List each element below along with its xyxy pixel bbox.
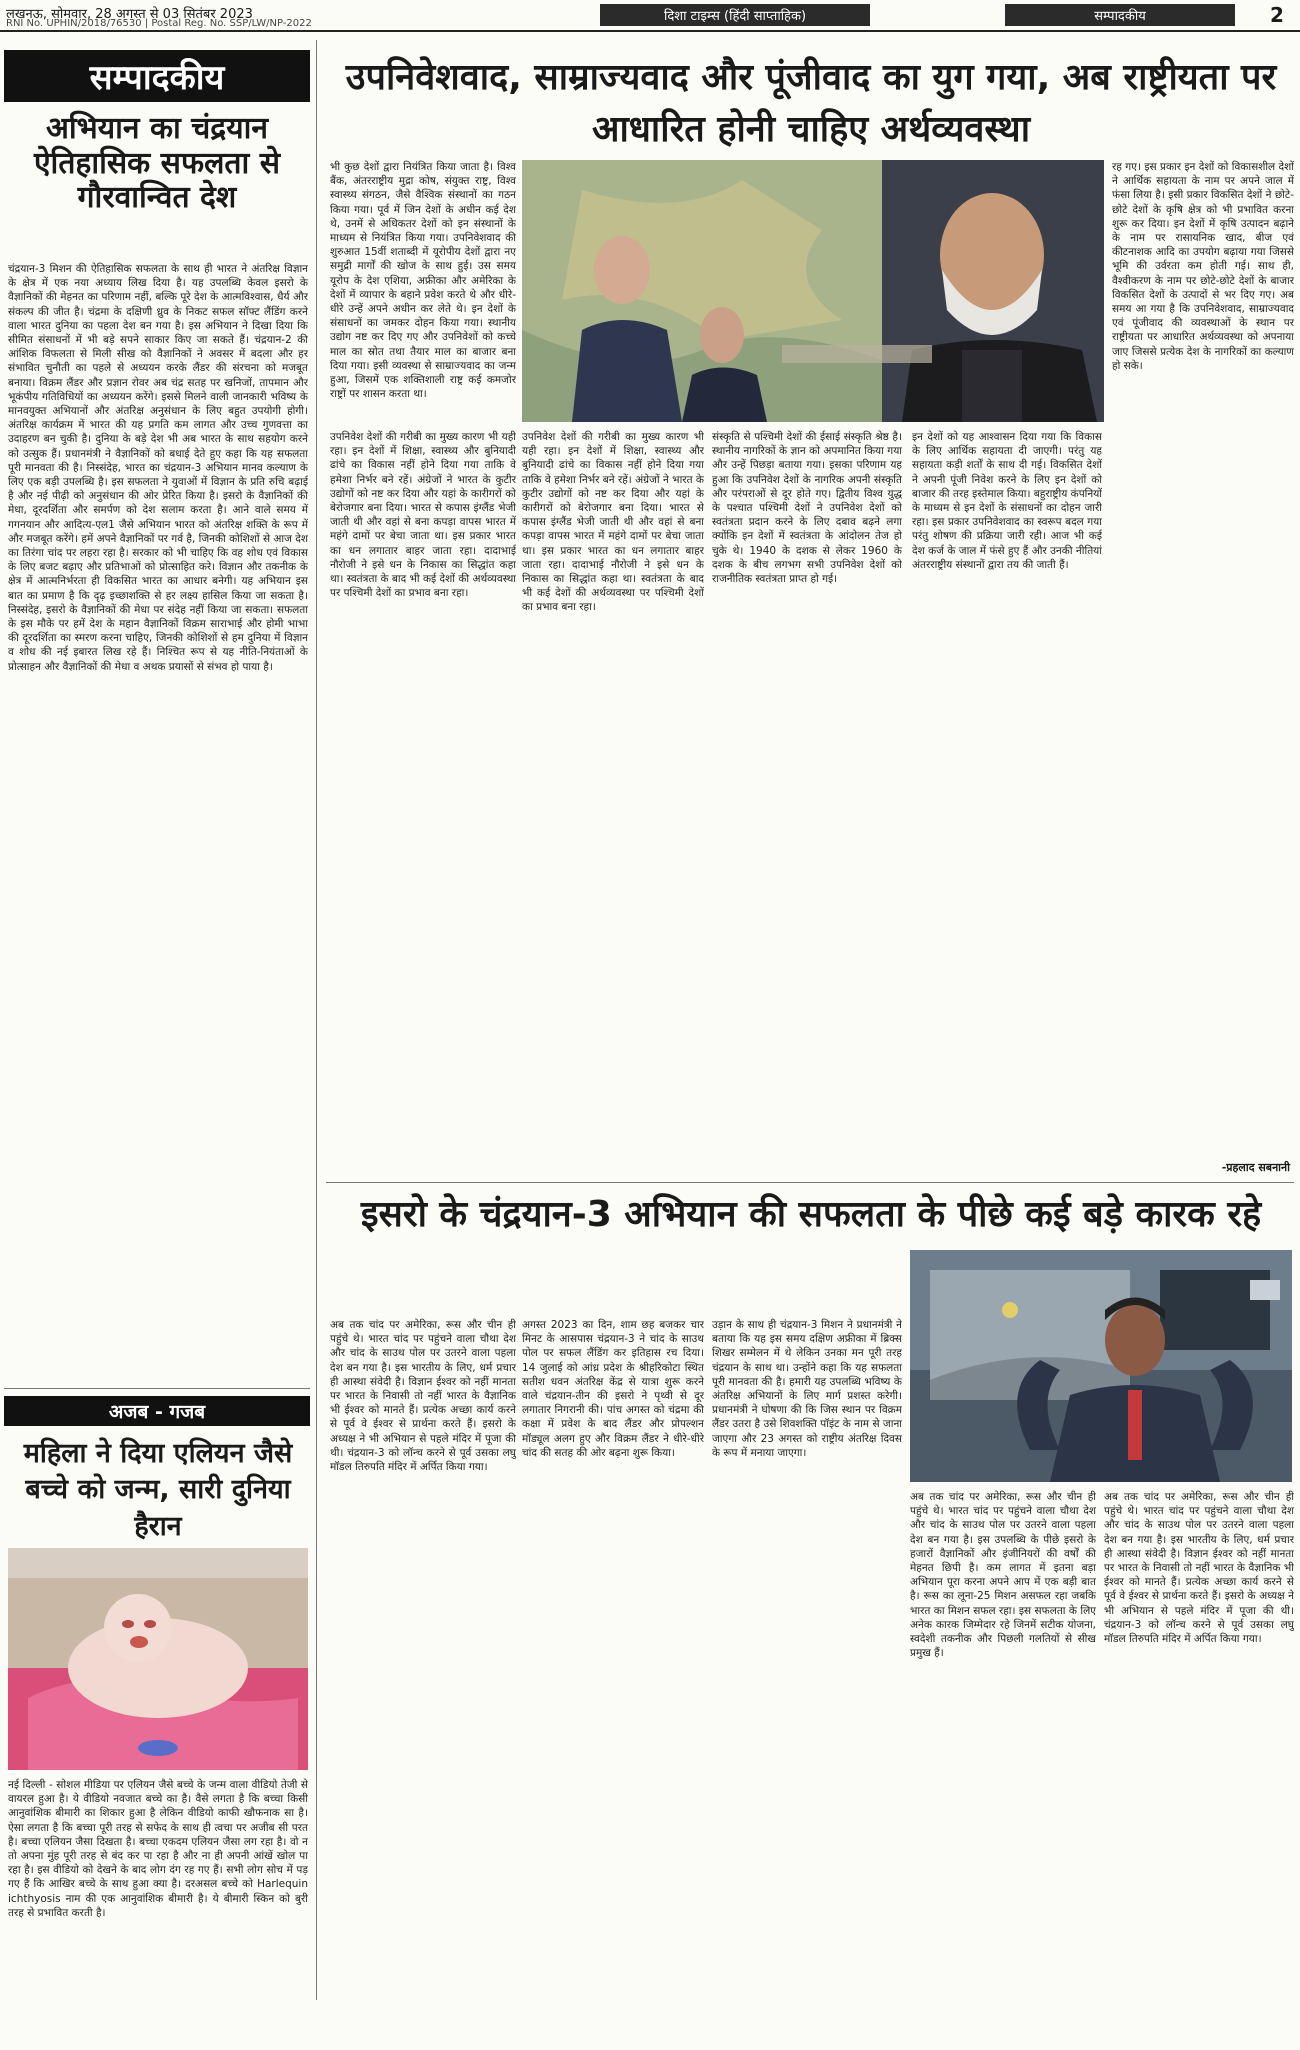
- newborn-photo: [8, 1548, 308, 1770]
- editorial-headline: अभियान का चंद्रयान ऐतिहासिक सफलता से गौरवान्वित देश: [33, 111, 281, 215]
- page-number: 2: [1270, 3, 1284, 27]
- newspaper-name: दिशा टाइम्स (हिंदी साप्ताहिक): [600, 4, 870, 26]
- lead-column-1: उपनिवेश देशों की गरीबी का मुख्य कारण भी यही रहा। इन देशों में शिक्षा, स्वास्थ्य और बुनियादी ढांचे का विकास नहीं होने दिया गया ताकि वे हमेशा निर्भर बने रहें। अंग्रेजों ने भारत के कुटीर उद्योगों को नष्ट कर दिया और यहां के कारीगरों को बेरोजगार बना दिया। भारत से कपास इंग्लैंड भेजी जाती थी और वहां से बना कपड़ा वापस भारत में महंगे दामों पर बेचा जाता था। इस प्रकार भारत का धन लगातार बाहर जाता रहा। दादाभाई नौरोजी ने इसे धन के निकास का सिद्धांत कहा था। स्वतंत्रता के बाद भी कई देशों की अर्थव्यवस्था पर पश्चिमी देशों का प्रभाव बना रहा।: [330, 431, 516, 600]
- lead-column-2: उपनिवेश देशों की गरीबी का मुख्य कारण भी यही रहा। इन देशों में शिक्षा, स्वास्थ्य और बुनियादी ढांचे का विकास नहीं होने दिया गया ताकि वे हमेशा निर्भर बने रहें। अंग्रेजों ने भारत के कुटीर उद्योगों को नष्ट कर दिया और यहां के कारीगरों को बेरोजगार बना दिया। भारत से कपास इंग्लैंड भेजी जाती थी और वहां से बना कपड़ा वापस भारत में महंगे दामों पर बेचा जाता था। इस प्रकार भारत का धन लगातार बाहर जाता रहा। दादाभाई नौरोजी ने इसे धन के निकास का सिद्धांत कहा था। स्वतंत्रता के बाद भी कई देशों की अर्थव्यवस्था पर पश्चिमी देशों का प्रभाव बना रहा।: [522, 431, 704, 614]
- isro-scientist-photo: [910, 1250, 1292, 1482]
- lead-headline: उपनिवेशवाद, साम्राज्यवाद और पूंजीवाद का युग गया, अब राष्ट्रीयता पर आधारित होनी चाहिए अर्थव्यवस्था: [345, 57, 1277, 150]
- ajab-body: नई दिल्ली - सोशल मीडिया पर एलियन जैसे बच्चे के जन्म वाला वीडियो तेजी से वायरल हुआ है। ये वीडियो नवजात बच्चे का है। वैसे लगता है कि बच्चा किसी आनुवांशिक बीमारी का शिकार हुआ है लेकिन वीडियो काफी खौफनाक सा है। ऐसा लगता है कि बच्चा पूरी तरह से सफेद के साथ ही त्वचा पर अजीब सी परत है। बच्चा एलियन जैसा दिखता है। बच्चा एकदम एलियन जैसा लग रहा है। वो न तो अपना मुंह पूरी तरह से बंद कर पा रहा है और ना ही अपनी आंखें खोल पा रहा है। इस वीडियो को देखने के बाद लोग दंग रह गए हैं। सभी लोग सोच में पड़ गए हैं कि आखिर बच्चे के साथ हुआ क्या है। दरअसल बच्चे को Harlequin ichthyosis नाम की एक आनुवांशिक बीमारी है। ये बीमारी स्किन को बुरी तरह से प्रभावित करती है।: [8, 1779, 308, 1919]
- section-divider: [326, 1182, 1294, 1183]
- section-tag-editorial: सम्पादकीय: [4, 50, 310, 102]
- column-divider: [316, 40, 317, 2000]
- isro-column-5: अब तक चांद पर अमेरिका, रूस और चीन ही पहुंचे थे। भारत चांद पर पहुंचने वाला चौथा देश और चांद के साउथ पोल पर उतरने वाला पहला देश बन गया है। इस भारतीय के लिए, धर्म प्रचार ही आस्था संवेदी है। विज्ञान ईश्वर को नहीं मानता पर भारत के निवासी तो नहीं भारत के वैज्ञानिक भी ईश्वर को मानते हैं। प्रत्येक अच्छा कार्य करने से पूर्व वे ईश्वर से प्रार्थना करते हैं। इसरो के अध्यक्ष ने भी अभियान से पहले मंदिर में पूजा की थी। चंद्रयान-3 को लॉन्च करने से पूर्व उसका लघु मॉडल तिरुपति मंदिर में अर्पित किया गया।: [1104, 1491, 1294, 1646]
- lead-column-5: रह गए। इस प्रकार इन देशों को विकासशील देशों ने आर्थिक सहायता के नाम पर अपने जाल में फंसा लिया है। इसी प्रकार विकसित देशों ने छोटे-छोटे देशों के कृषि क्षेत्र को भी प्रभावित करना शुरू कर दिया। इन देशों में कृषि उत्पादन बढ़ाने के नाम पर रासायनिक खाद, बीज एवं कीटनाशक आदि का उपयोग बढ़ाया गया जिससे भूमि की उर्वरता कम होती गई। साथ ही, वैश्वीकरण के नाम पर छोटे-छोटे देशों के बाजार विकसित देशों के उत्पादों से भर दिए गए। अब समय आ गया है कि उपनिवेशवाद, साम्राज्यवाद एवं पूंजीवाद की व्यवस्थाओं के स्थान पर राष्ट्रीयता पर आधारित अर्थव्यवस्था को अपनाया जाए जिससे प्रत्येक देश के नागरिकों का कल्याण हो सके।: [1112, 161, 1294, 372]
- isro-headline: इसरो के चंद्रयान-3 अभियान की सफलता के पीछे कई बड़े कारक रहे: [360, 1194, 1262, 1235]
- ajab-headline: महिला ने दिया एलियन जैसे बच्चे को जन्म, सारी दुनिया हैरान: [23, 1438, 293, 1542]
- masthead-registration: RNI No. UPHIN/2018/76530 | Postal Reg. No. SSP/LW/NP-2022: [6, 18, 312, 29]
- isro-column-3: उड़ान के साथ ही चंद्रयान-3 मिशन ने प्रधानमंत्री ने बताया कि यह इस समय दक्षिण अफ्रीका में ब्रिक्स शिखर सम्मेलन में थे लेकिन उनका मन पूरी तरह चंद्रयान के साथ था। उन्होंने कहा कि यह सफलता पूरी मानवता की है। हमारी यह उपलब्धि भविष्य के अंतरिक्ष अभियानों के लिए मार्ग प्रशस्त करेगी। प्रधानमंत्री ने घोषणा की कि जिस स्थान पर विक्रम लैंडर उतरा है उसे शिवशक्ति पॉइंट के नाम से जाना जाएगा और 23 अगस्त को राष्ट्रीय अंतरिक्ष दिवस के रूप में मनाया जाएगा।: [712, 1319, 902, 1459]
- isro-column-4: अब तक चांद पर अमेरिका, रूस और चीन ही पहुंचे थे। भारत चांद पर पहुंचने वाला चौथा देश और चांद के साउथ पोल पर उतरने वाला पहला देश बन गया है। इस उपलब्धि के पीछे इसरो के हजारों वैज्ञानिकों और इंजीनियरों की वर्षों की मेहनत छिपी है। कम लागत में इतना बड़ा अभियान पूरा करना अपने आप में एक बड़ी बात है। रूस का लूना-25 मिशन असफल रहा जबकि भारत का मिशन सफल रहा। इस सफलता के लिए अनेक कारक जिम्मेदार रहे जिनमें सटीक योजना, स्वदेशी तकनीक और पिछली गलतियों से सीख प्रमुख हैं।: [910, 1491, 1096, 1660]
- masthead-date: लखनऊ, सोमवार, 28 अगस्त से 03 सितंबर 2023: [6, 7, 253, 22]
- section-label: सम्पादकीय: [1005, 4, 1235, 26]
- lead-photo-leaders: [522, 160, 1104, 422]
- lead-column-3: संस्कृति से पश्चिमी देशों की ईसाई संस्कृति श्रेष्ठ है। स्थानीय नागरिकों के ज्ञान को अपमानित किया गया और उन्हें पिछड़ा बताया गया। इसका परिणाम यह हुआ कि उपनिवेश देशों के नागरिक अपनी संस्कृति और परंपराओं से दूर होते गए। द्वितीय विश्व युद्ध के पश्चात पश्चिमी देशों ने उपनिवेश देशों को स्वतंत्रता प्रदान करने के लिए दबाव बढ़ने लगा क्योंकि इन देशों में स्वतंत्रता के आंदोलन तेज हो चुके थे। 1940 के दशक से लेकर 1960 के दशक के बीच लगभग सभी उपनिवेश देशों को राजनीतिक स्वतंत्रता प्राप्त हो गई।: [712, 431, 902, 586]
- isro-column-2: अगस्त 2023 का दिन, शाम छह बजकर चार मिनट के आसपास चंद्रयान-3 ने चांद के साउथ पोल पर सफल लैंडिंग कर इतिहास रच दिया। 14 जुलाई को आंध्र प्रदेश के श्रीहरिकोटा स्थित सतीश धवन अंतरिक्ष केंद्र से यात्रा शुरू करने वाले चंद्रयान-तीन की इसरो ने पृथ्वी से दूर लगातार निगरानी की। पांच अगस्त को चंद्रमा की कक्षा में प्रवेश के बाद लैंडर और प्रोपल्शन मॉड्यूल अलग हुए और विक्रम लैंडर ने धीरे-धीरे चांद की सतह की ओर बढ़ना शुरू किया।: [522, 1319, 704, 1459]
- lead-column-4: इन देशों को यह आश्वासन दिया गया कि विकास के लिए आर्थिक सहायता दी जाएगी। परंतु यह सहायता कड़ी शर्तों के साथ दी गई। विकसित देशों ने अपनी पूंजी निवेश करने के लिए इन देशों को बाजार की तरह इस्तेमाल किया। बहुराष्ट्रीय कंपनियों के माध्यम से इन देशों के संसाधनों का दोहन जारी रहा। इस प्रकार उपनिवेशवाद का स्वरूप बदल गया परंतु शोषण की प्रक्रिया जारी रही। आज भी कई देश कर्ज के जाल में फंसे हुए हैं और उनकी नीतियां अंतरराष्ट्रीय संस्थानों द्वारा तय की जाती हैं।: [912, 431, 1102, 571]
- lead-author-signature: -प्रहलाद सबनानी: [1221, 1161, 1290, 1174]
- editorial-body: चंद्रयान-3 मिशन की ऐतिहासिक सफलता के साथ ही भारत ने अंतरिक्ष विज्ञान के क्षेत्र में एक नया अध्याय लिख दिया है। यह उपलब्धि केवल इसरो के वैज्ञानिकों की मेहनत का परिणाम नहीं, बल्कि पूरे देश के आत्मविश्वास, धैर्य और संकल्प की जीत है। चंद्रमा के दक्षिणी ध्रुव के निकट सफल सॉफ्ट लैंडिंग करने वाला भारत दुनिया का पहला देश बन गया है। इस अभियान ने दिखा दिया कि सीमित संसाधनों में भी बड़े सपने साकार किए जा सकते हैं। चंद्रयान-2 की आंशिक विफलता से मिली सीख को वैज्ञानिकों ने अवसर में बदला और हर संभावित चुनौती का पहले से अध्ययन करके लैंडर की संरचना को मजबूत बनाया। विक्रम लैंडर और प्रज्ञान रोवर अब चंद्र सतह पर खनिजों, तापमान और भूकंपीय गतिविधियों का अध्ययन करेंगे। इससे मिलने वाली जानकारी भविष्य के मानवयुक्त अभियानों और अंतरिक्ष अनुसंधान के लिए बहुत उपयोगी होगी। अंतरिक्ष कार्यक्रम में भारत की यह प्रगति कम लागत और उच्च गुणवत्ता का उदाहरण बन चुकी है। दुनिया के बड़े देश भी अब भारत के साथ सहयोग करने को उत्सुक हैं। प्रधानमंत्री ने वैज्ञानिकों को बधाई देते हुए कहा कि यह सफलता पूरी मानवता की है। निस्संदेह, भारत का चंद्रयान-3 अभियान मानव कल्याण के लिए एक बड़ी उपलब्धि है। इस सफलता ने युवाओं में विज्ञान के प्रति रुचि बढ़ाई है और नई पीढ़ी को अनुसंधान की ओर प्रेरित किया है। इसरो के वैज्ञानिकों की मेधा, दूरदर्शिता और समर्पण को देश सलाम करता है। आने वाले समय में गगनयान और आदित्य-एल1 जैसे अभियान भारत को अंतरिक्ष शक्ति के रूप में और मजबूत करेंगे। हमें अपने वैज्ञानिकों पर गर्व है, जिनकी कोशिशों से आज देश का तिरंगा चांद पर लहरा रहा है। सरकार को भी चाहिए कि वह शोध एवं विकास के लिए बजट बढ़ाए और प्रतिभाओं को प्रोत्साहित करे। विज्ञान और तकनीक के क्षेत्र में आत्मनिर्भरता ही विकसित भारत का आधार बनेगी। यह अभियान इस बात का प्रमाण है कि दृढ़ इच्छाशक्ति से हर लक्ष्य हासिल किया जा सकता है। निस्संदेह, इसरो के वैज्ञानिकों की मेधा पर संदेह नहीं किया जा सकता। सफलता के इस मौके पर हमें देश के महान वैज्ञानिकों विक्रम साराभाई और होमी भाभा की दूरदर्शिता का स्मरण करना चाहिए, जिनकी कोशिशों से हम दुनिया में विज्ञान व शोध की नई इबारत लिख रहे हैं। निश्चित रूप से यह नीति-नियंताओं के प्रोत्साहन और वैज्ञानिकों की मेधा व अथक प्रयासों से संभव हो पाया है।: [8, 263, 308, 673]
- section-tag-ajab-gajab: अजब - गजब: [4, 1396, 310, 1426]
- isro-column-1: अब तक चांद पर अमेरिका, रूस और चीन ही पहुंचे थे। भारत चांद पर पहुंचने वाला चौथा देश और चांद के साउथ पोल पर उतरने वाला पहला देश बन गया है। इस भारतीय के लिए, धर्म प्रचार ही आस्था संवेदी है। विज्ञान ईश्वर को नहीं मानता पर भारत के निवासी तो नहीं भारत के वैज्ञानिक भी ईश्वर को मानते हैं। प्रत्येक अच्छा कार्य करने से पूर्व वे ईश्वर से प्रार्थना करते हैं। इसरो के अध्यक्ष ने भी अभियान से पहले मंदिर में पूजा की थी। चंद्रयान-3 को लॉन्च करने से पूर्व उसका लघु मॉडल तिरुपति मंदिर में अर्पित किया गया।: [330, 1319, 516, 1474]
- section-divider: [4, 1388, 310, 1389]
- lead-column-1-top: भी कुछ देशों द्वारा नियंत्रित किया जाता है। विश्व बैंक, अंतरराष्ट्रीय मुद्रा कोष, संयुक्त राष्ट्र, विश्व स्वास्थ्य संगठन, जैसे वैश्विक संस्थानों का गठन किया गया। पूर्व में जिन देशों के अधीन कई देश थे, उनमें से अधिकतर देशों को इन संस्थानों के माध्यम से नियंत्रित किया गया। उपनिवेशवाद की शुरुआत 15वीं शताब्दी में यूरोपीय देशों द्वारा नए समुद्री मार्गों की खोज के साथ हुई। उस समय यूरोप के देश एशिया, अफ्रीका और अमेरिका के देशों में व्यापार के बहाने प्रवेश करते थे और धीरे-धीरे उन्हें अपने अधीन कर लेते थे। इन देशों के संसाधनों का जमकर दोहन किया गया। स्थानीय उद्योग नष्ट कर दिए गए और उपनिवेशों को कच्चे माल का स्रोत तथा तैयार माल का बाजार बना दिया गया। इसी व्यवस्था से साम्राज्यवाद का जन्म हुआ, जिसमें एक शक्तिशाली राष्ट्र कई कमजोर राष्ट्रों पर शासन करता था।: [330, 161, 516, 401]
